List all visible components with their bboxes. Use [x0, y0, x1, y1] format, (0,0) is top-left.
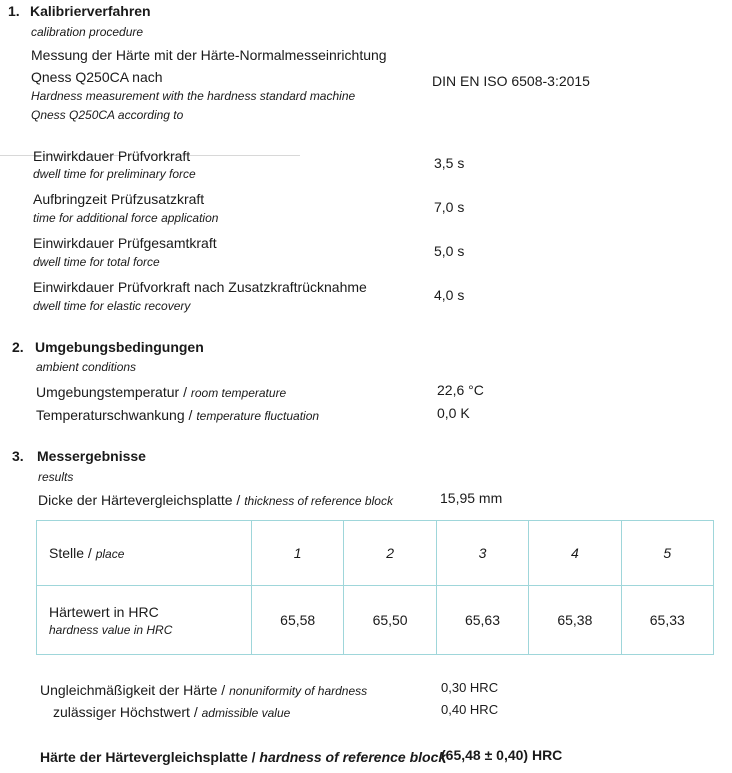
thickness-label: Dicke der Härtevergleichsplatte / thickness of reference block: [38, 492, 393, 508]
nonuniformity-label: Ungleichmäßigkeit der Härte / nonuniformity of hardness: [40, 682, 368, 698]
section-2-title-en: ambient conditions: [36, 360, 137, 374]
temperature-fluctuation-label: Temperaturschwankung / temperature fluctuation: [36, 407, 320, 423]
param-3-de: Einwirkdauer Prüfgesamtkraft: [33, 235, 217, 251]
param-1-value: 3,5 s: [434, 155, 465, 171]
section-3-number: 3.: [12, 448, 24, 464]
param-3-value: 5,0 s: [434, 243, 465, 259]
table-row: [37, 521, 714, 586]
results-table: [36, 520, 714, 655]
section-3-title: Messergebnisse: [37, 448, 146, 464]
place-cell-2: 2: [344, 521, 436, 586]
param-1-en: dwell time for preliminary force: [33, 167, 196, 181]
section-1-number: 1.: [8, 3, 20, 19]
place-cell-3: 3: [436, 521, 528, 586]
param-1-de: Einwirkdauer Prüfvorkraft: [33, 148, 191, 164]
measure-description-de-2: Qness Q250CA nach: [31, 69, 163, 85]
measure-description-en-1: Hardness measurement with the hardness standard machine: [31, 89, 356, 103]
hardness-value-2: 65,50: [344, 586, 436, 655]
measure-description-de-1: Messung der Härte mit der Härte-Normalmesseinrichtung: [31, 47, 387, 63]
param-2-en: time for additional force application: [33, 211, 219, 225]
section-1-title: Kalibrierverfahren: [30, 3, 151, 19]
param-2-value: 7,0 s: [434, 199, 465, 215]
place-header-cell: Stelle / place: [37, 521, 252, 586]
section-2-title: Umgebungsbedingungen: [35, 339, 204, 355]
admissible-label: zulässiger Höchstwert / admissible value: [53, 704, 291, 720]
place-cell-4: 4: [529, 521, 621, 586]
section-1-title-en: calibration procedure: [31, 25, 144, 39]
final-hardness-value: (65,48 ± 0,40) HRC: [441, 747, 563, 763]
hardness-value-1: 65,58: [252, 586, 344, 655]
param-2-de: Aufbringzeit Prüfzusatzkraft: [33, 191, 205, 207]
final-hardness-label: Härte der Härtevergleichsplatte / hardness of reference block: [40, 749, 447, 765]
hardness-value-4: 65,38: [529, 586, 621, 655]
hardness-value-3: 65,63: [436, 586, 528, 655]
standard-reference: DIN EN ISO 6508-3:2015: [432, 73, 590, 89]
hardness-header-de: Härtewert in HRC: [49, 603, 159, 620]
place-cell-5: 5: [621, 521, 713, 586]
admissible-value: 0,40 HRC: [441, 702, 499, 717]
section-3-title-en: results: [38, 470, 74, 484]
param-4-value: 4,0 s: [434, 287, 465, 303]
thickness-value: 15,95 mm: [440, 490, 503, 506]
temperature-fluctuation-value: 0,0 K: [437, 405, 470, 421]
hardness-header-en: hardness value in HRC: [49, 622, 173, 637]
hardness-header-cell: [37, 586, 252, 655]
table-row: [37, 586, 714, 655]
param-4-en: dwell time for elastic recovery: [33, 299, 191, 313]
nonuniformity-value: 0,30 HRC: [441, 680, 499, 695]
room-temperature-label: Umgebungstemperatur / room temperature: [36, 384, 287, 400]
room-temperature-value: 22,6 °C: [437, 382, 484, 398]
param-3-en: dwell time for total force: [33, 255, 160, 269]
section-2-number: 2.: [12, 339, 24, 355]
measure-description-en-2: Qness Q250CA according to: [31, 108, 184, 122]
hardness-value-5: 65,33: [621, 586, 713, 655]
param-4-de: Einwirkdauer Prüfvorkraft nach Zusatzkraftrücknahme: [33, 279, 367, 295]
place-cell-1: 1: [252, 521, 344, 586]
